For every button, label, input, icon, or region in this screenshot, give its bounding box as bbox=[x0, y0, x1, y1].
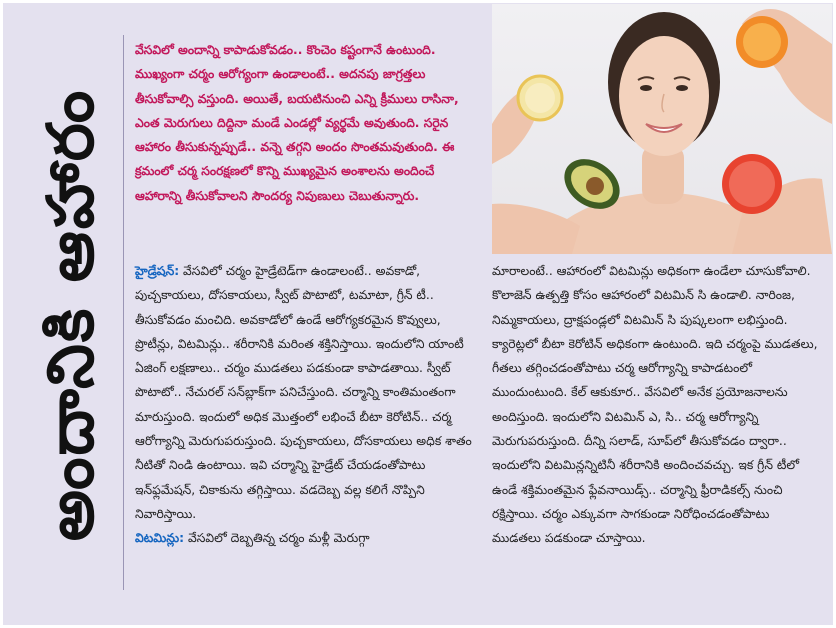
hydration-heading: హైడ్రేషన్: bbox=[135, 264, 180, 278]
intro-text: వేసవిలో అందాన్ని కాపాడుకోవడం.. కొంచెం కష్టంగానే ఉంటుంది. ముఖ్యంగా చర్మం ఆరోగ్యంగా ఉండాలంటే.. అదనపు జాగ్రత్తలు తీసుకోవాల్సి వస్తుంది. అయితే, బయటినుంచి ఎన్ని క్రీములు రాసినా, ఎంత మెరుగులు దిద్దినా మండే ఎండల్లో వ్యర్థమే అవుతుంది. సరైన ఆహారం తీసుకున్నప్పుడే.. వన్నె తగ్గని అందం సొంతమవుతుంది. ఈ క్రమంలో చర్మ సంరక్షణలో కొన్ని ముఖ్యమైన అంశాలను అందించే ఆహారాన్ని తీసుకోవాలని సౌందర్య నిపుణులు చెబుతున్నారు. bbox=[135, 43, 459, 203]
hydration-text: వేసవిలో చర్మం హైడ్రేటెడ్‌గా ఉండాలంటే.. అవకాడో, పుచ్చకాయలు, దోసకాయలు, స్వీట్ పొటాటో, టమాటా, గ్రీన్ టీ.. తీసుకోవడం మంచిది. అవకాడోలో ఉండే ఆరోగ్యకరమైన కొవ్వులు, ప్రొటీన్లు, విటమిన్లు.. శరీరానికి మరింత శక్తినిస్తాయి. ఇందులోని యాంటీ ఏజింగ్ లక్షణాలు.. చర్మం ముడతలు పడకుండా కాపాడతాయి. స్వీట్ పొటాటో.. నేచురల్ సన్‌బ్లాక్‌గా పనిచేస్తుంది. చర్మాన్ని కాంతిమంతంగా మారుస్తుంది. ఇందులో అధిక మొత్తంలో లభించే బీటా కెరోటిన్.. చర్మ ఆరోగ్యాన్ని మెరుగుపరుస్తుంది. పుచ్చకాయలు, దోసకాయలు అధిక శాతం నీటితో నిండి ఉంటాయి. ఇవి చర్మాన్ని హైడ్రేట్ చేయడంతోపాటు ఇన్‌ఫ్లమేషన్, చికాకును తగ్గిస్తాయి. వడదెబ్బ వల్ల కలిగే నొప్పిని నివారిస్తాయి. bbox=[135, 264, 472, 521]
body-column-left bbox=[135, 259, 480, 551]
title-divider bbox=[123, 35, 124, 590]
vitamins-continued-text: మారాలంటే.. ఆహారంలో విటమిన్లు అధికంగా ఉండేలా చూసుకోవాలి. కొలాజెన్ ఉత్పత్తి కోసం ఆహారంలో విటమిన్ సి ఉండాలి. నారింజ, నిమ్మకాయలు, ద్రాక్షపండ్లలో విటమిన్ సి పుష్కలంగా లభిస్తుంది. క్యారెట్లలో బీటా కెరోటిన్ అధికంగా ఉంటుంది. ఇది చర్మంపై ముడతలు, గీతలు తగ్గించడంతోపాటు చర్మ ఆరోగ్యాన్ని కాపాడటంలో ముందుంటుంది. కేల్ ఆకుకూర.. వేసవిలో అనేక ప్రయోజనాలను అందిస్తుంది. ఇందులోని విటమిన్ ఎ, సి.. చర్మ ఆరోగ్యాన్ని మెరుగుపరుస్తుంది. దీన్ని సలాడ్, సూప్‌లో తీసుకోవడం ద్వారా.. ఇందులోని విటమిన్లన్నిటినీ శరీరానికి అందించవచ్చు. ఇక గ్రీన్ టీలో ఉండే శక్తిమంతమైన ఫ్లేవనాయిడ్స్.. చర్మాన్ని ఫ్రీరాడికల్స్ నుంచి రక్షిస్తాయి. చర్మం ఎక్కువగా సాగకుండా నిరోధించడంతోపాటు ముడతలు పడకుండా చూస్తాయి. bbox=[492, 264, 818, 546]
article-title bbox=[34, 35, 114, 595]
vitamins-heading: విటమిన్లు: bbox=[135, 531, 185, 546]
vitamins-paragraph bbox=[135, 526, 480, 550]
hydration-paragraph bbox=[135, 259, 480, 526]
vitamins-text: వేసవిలో దెబ్బతిన్న చర్మం మళ్లీ మెరుగ్గా bbox=[184, 531, 370, 546]
article-title-text: అందానికి ఆహారం bbox=[34, 88, 109, 542]
woman-with-fruits-photo bbox=[492, 4, 832, 254]
intro-paragraph bbox=[135, 38, 480, 208]
photo-illustration bbox=[492, 4, 832, 254]
body-column-right bbox=[492, 259, 822, 551]
